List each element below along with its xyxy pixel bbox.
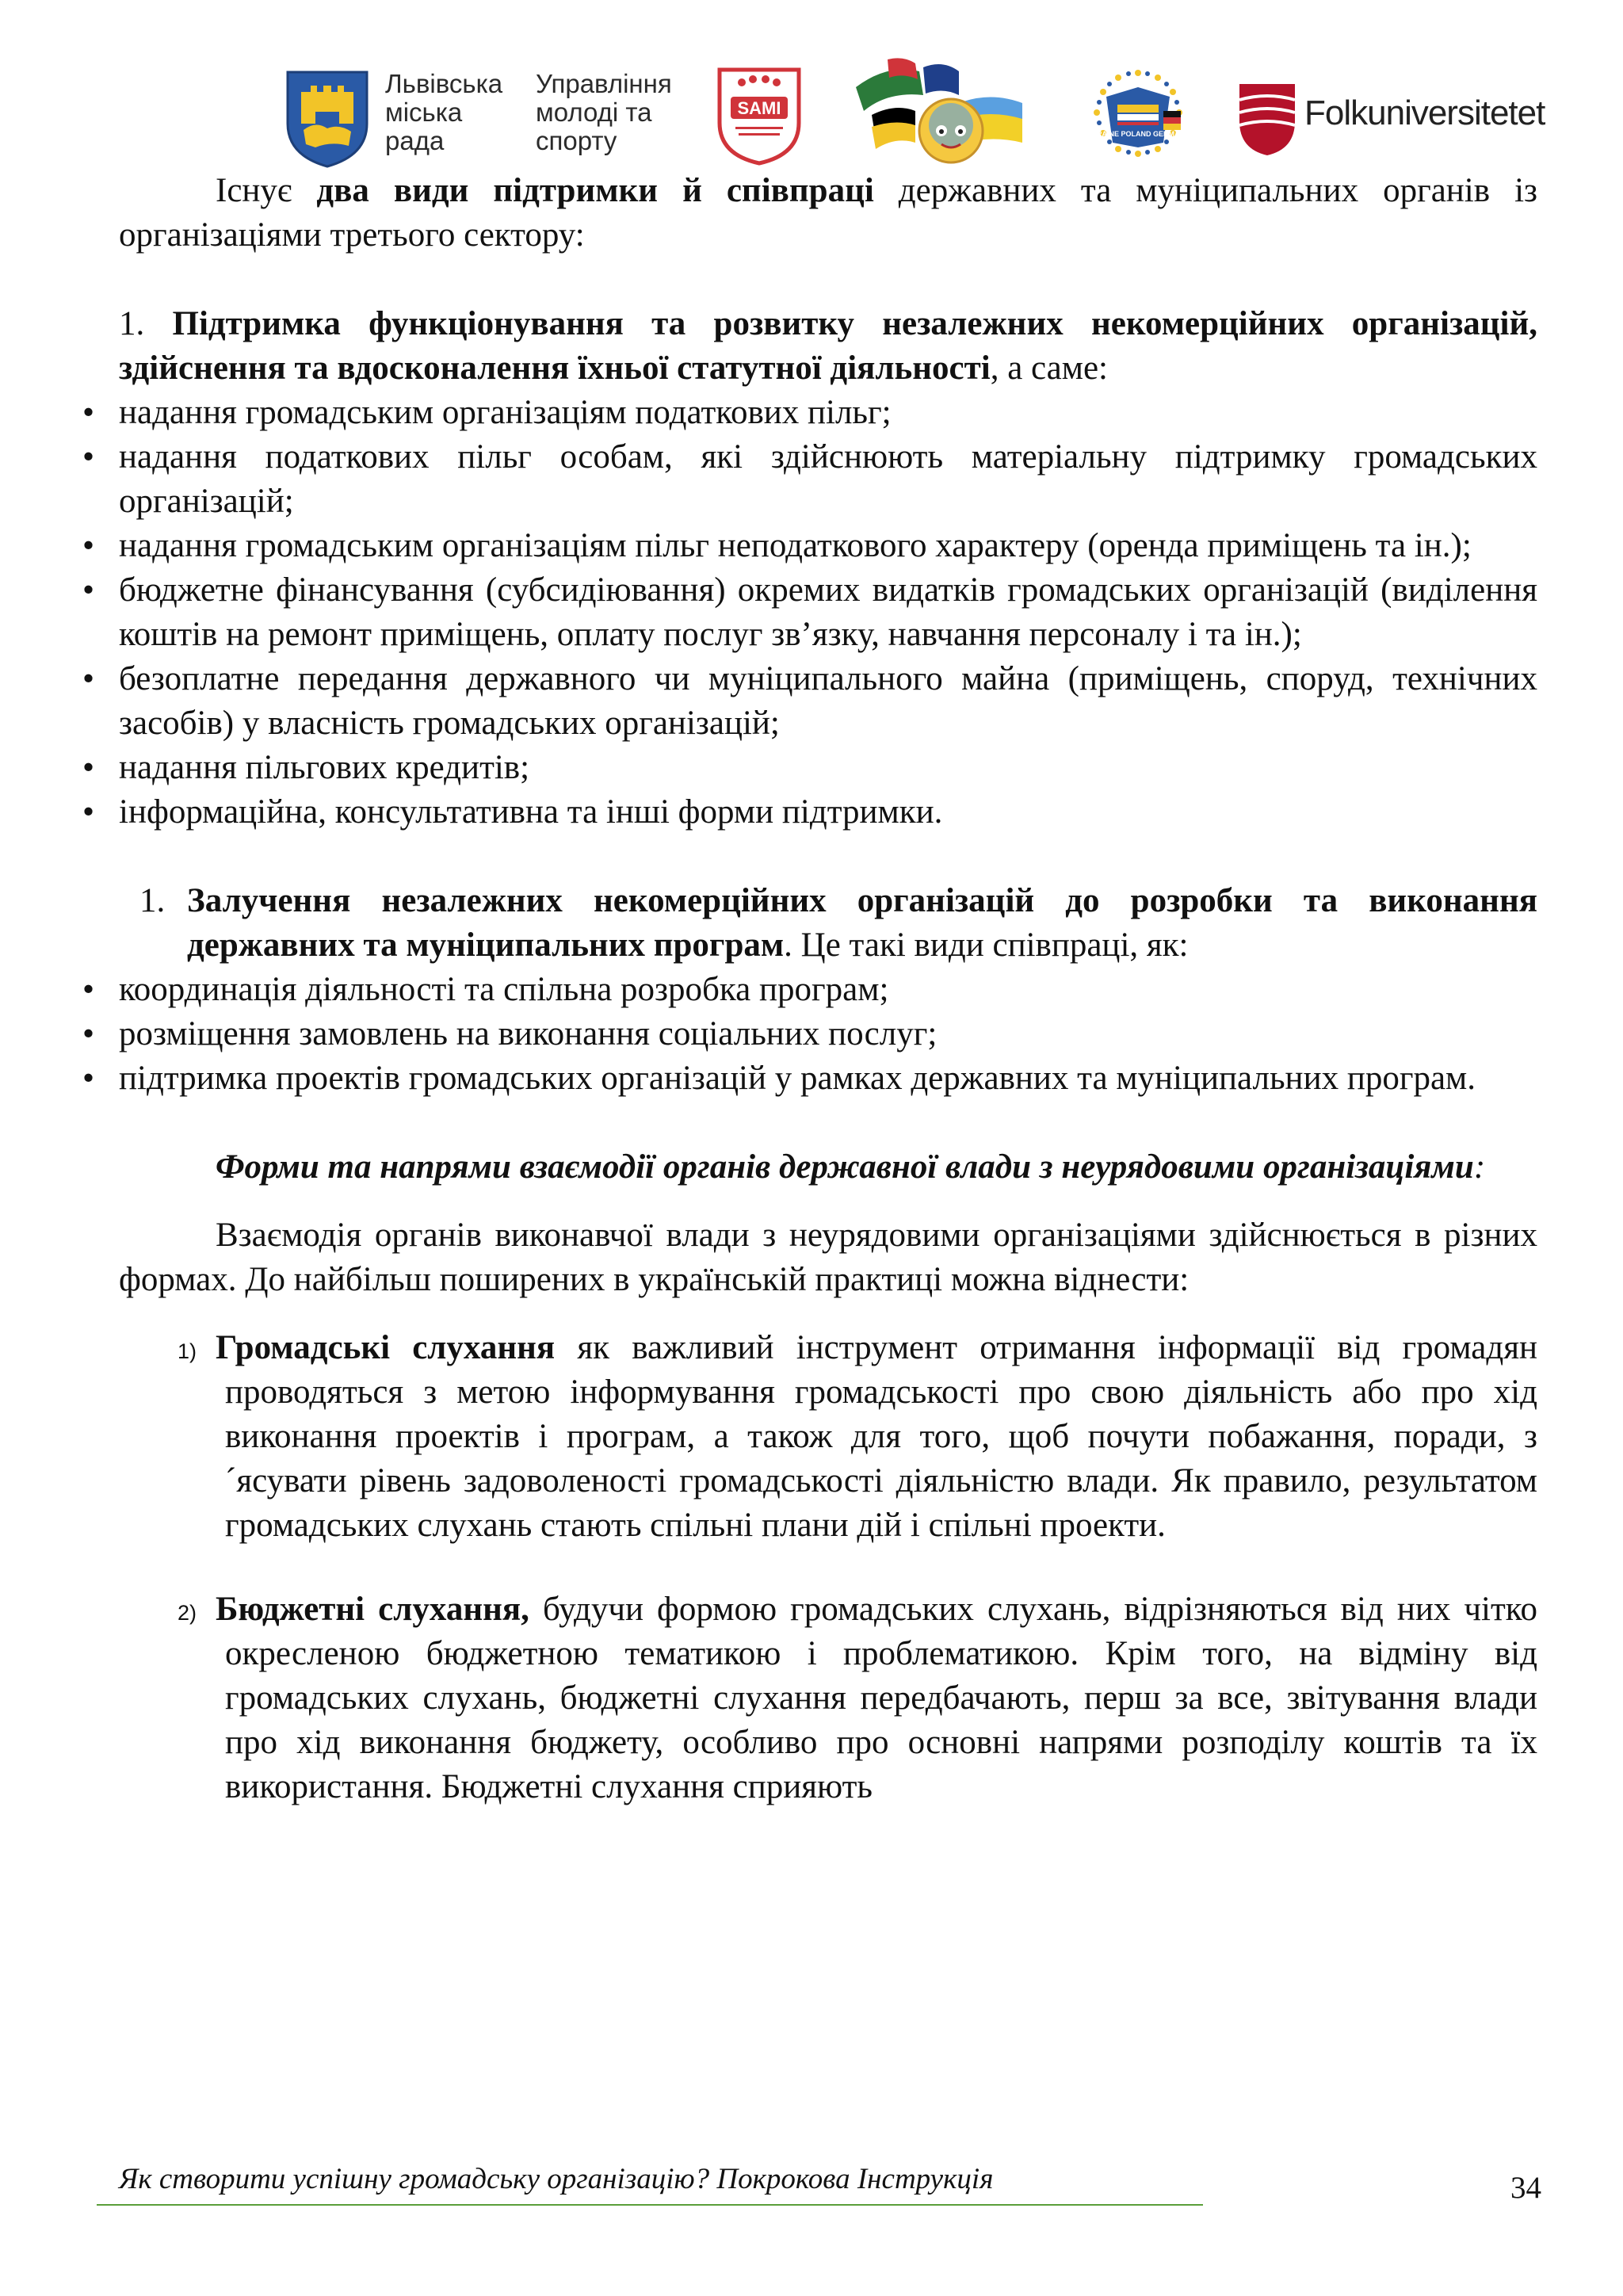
youth-department-text: Управління молоді та спорту bbox=[536, 69, 672, 155]
folkuniversitetet-emblem-icon bbox=[1236, 78, 1298, 157]
item-public-hearings: 1) Громадські слухання як важливий інструмент отримання інформації від громадян проводяться з метою інформування громадськості про свою діяльність або про хід виконання проектів і програм, а також для того, щоб почути побажання, поради, з´ясувати рівень задоволеності громадськості діяльністю влади. Як правило, результатом громадських слухань стають спільні плани дій і спільні проекти. bbox=[178, 1329, 1537, 1544]
sami-special-olympics-logo bbox=[712, 63, 807, 166]
list-item: • надання податкових пільг особам, які здійснюють матеріальну підтримку громадських організацій; bbox=[82, 438, 1537, 520]
header-logos bbox=[0, 55, 1623, 166]
footer-title: Як створити успішну громадську організацію? Покрокова Інструкція bbox=[119, 2163, 994, 2195]
lviv-coat-of-arms-icon bbox=[284, 68, 371, 170]
list-item: • розміщення замовлень на виконання соціальних послуг; bbox=[82, 1015, 938, 1052]
list-item: • надання громадським організаціям пільг неподаткового характеру (оренда приміщень та ін.); bbox=[82, 527, 1472, 564]
section1-bold: Підтримка функціонування та розвитку незалежних некомерційних організацій, здійснення та вдосконалення їхньої статутної діяльності bbox=[119, 305, 1537, 387]
list-item: • інформаційна, консультативна та інші форми підтримки. bbox=[82, 793, 943, 831]
interaction-paragraph: Взаємодія органів виконавчої влади з неурядовими організаціями здійснюється в різних формах. До найбільш поширених в українській практиці можна віднести: bbox=[119, 1217, 1537, 1298]
document-body bbox=[82, 169, 1537, 1809]
list-item: • бюджетне фінансування (субсидіювання) окремих видатків громадських організацій (виділення коштів на ремонт приміщень, оплату послуг зв’язку, навчання персоналу і та ін.); bbox=[82, 571, 1537, 653]
list-item: • координація діяльності та спільна розробка програм; bbox=[82, 971, 889, 1008]
section2-bold: Залучення незалежних некомерційних організацій до розробки та виконання державних та муніципальних програм bbox=[187, 882, 1537, 964]
page-number: 34 bbox=[1510, 2171, 1541, 2205]
footer-divider bbox=[97, 2204, 1203, 2206]
list-item: • підтримка проектів громадських організацій у рамках державних та муніципальних програм. bbox=[82, 1060, 1476, 1097]
section2-heading: 1. Залучення незалежних некомерційних організацій до розробки та виконання державних та муніципальних програм. Це такі види співпраці, як: bbox=[119, 879, 1537, 968]
ukraine-poland-germany-text: UKRAINE POLAND GERMANY bbox=[1086, 130, 1190, 138]
lviv-council-text: Львівська міська рада bbox=[385, 69, 503, 155]
section2-bullet-list bbox=[82, 968, 1537, 1101]
folkuniversitetet-text: Folkuniversitetet bbox=[1304, 94, 1545, 132]
item-budget-hearings: 2) Бюджетні слухання, будучи формою громадських слухань, відрізняються від них чітко окресленою бюджетною тематикою і проблематикою. Крім того, на відміну від громадських слухань, бюджетні слухання передбачають, перш за все, звітування влади про хід виконання бюджету, особливо про основні напрями розподілу коштів та їх використання. Бюджетні слухання сприяють bbox=[178, 1591, 1537, 1805]
list-item: • надання громадським організаціям податкових пільг; bbox=[82, 394, 892, 431]
list-item: • безоплатне передання державного чи муніципального майна (приміщень, споруд, технічних засобів) у власність громадських організацій; bbox=[82, 660, 1537, 742]
intro-paragraph: Існує два види підтримки й співпраці державних та муніципальних органів із організаціями третього сектору: bbox=[119, 172, 1537, 254]
section1-number: 1. bbox=[119, 305, 145, 342]
ukraine-poland-germany-logo bbox=[1075, 63, 1201, 174]
forms-heading: Форми та напрями взаємодії органів державної влади з неурядовими організаціями: bbox=[216, 1148, 1486, 1186]
section1-heading: 1. Підтримка функціонування та розвитку незалежних некомерційних організацій, здійснення та вдосконалення їхньої статутної діяльності, а саме: bbox=[119, 305, 1537, 387]
list-item: • надання пільгових кредитів; bbox=[82, 749, 530, 786]
section1-bullet-list bbox=[82, 391, 1537, 835]
section2-number: 1. bbox=[139, 882, 166, 919]
sami-logo-text: SAMI bbox=[737, 98, 781, 118]
flags-mascot-logo bbox=[840, 55, 1038, 174]
intro-bold: два види підтримки й співпраці bbox=[316, 172, 874, 209]
folkuniversitetet-logo bbox=[1236, 78, 1569, 157]
